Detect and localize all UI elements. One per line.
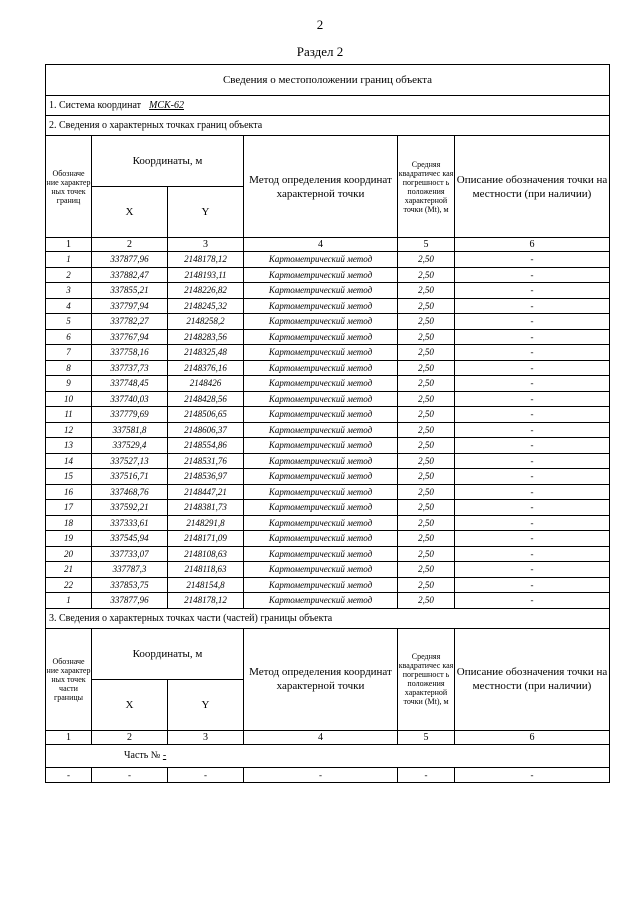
point-id-cell: 8 [46,360,92,376]
y-coord-cell: 2148154,8 [168,577,244,593]
method-cell: Картометрический метод [244,298,398,314]
y-coord-cell: 2148426 [168,376,244,392]
column-number-4: 4 [244,238,398,252]
error-cell: 2,50 [398,360,455,376]
page-number: 2 [316,17,324,32]
point-id-cell: 15 [46,469,92,485]
table-row [46,546,610,562]
y-coord-cell: 2148291,8 [168,515,244,531]
header-part-y: Y [168,679,244,730]
part-y-coord-cell: - [168,767,244,782]
y-coord-cell: 2148108,63 [168,546,244,562]
table-row [46,329,610,345]
part-value: - [162,750,167,761]
y-coord-cell: 2148178,12 [168,252,244,268]
table-row [46,345,610,361]
table-row [46,252,610,268]
x-coord-cell: 337782,27 [92,314,168,330]
header-part-method: Метод определения координат характерной точки [244,628,398,730]
part-method-cell: - [244,767,398,782]
point-id-cell: 11 [46,407,92,423]
x-coord-cell: 337767,94 [92,329,168,345]
x-coord-cell: 337787,3 [92,562,168,578]
description-cell: - [455,484,610,500]
point-id-cell: 13 [46,438,92,454]
point-id-cell: 3 [46,283,92,299]
description-cell: - [455,577,610,593]
x-coord-cell: 337877,96 [92,252,168,268]
error-cell: 2,50 [398,267,455,283]
point-id-cell: 18 [46,515,92,531]
table-row [46,376,610,392]
part-column-number-4: 4 [244,730,398,744]
point-id-cell: 7 [46,345,92,361]
part-column-numbers-row [46,730,610,744]
y-coord-cell: 2148376,16 [168,360,244,376]
error-cell: 2,50 [398,298,455,314]
table-row [46,515,610,531]
header-part-coordinates: Координаты, м [92,628,244,679]
part-x-coord-cell: - [92,767,168,782]
column-numbers-row [46,238,610,252]
table-row [46,298,610,314]
header-method: Метод определения координат характерной точки [244,136,398,238]
part-column-number-2: 2 [92,730,168,744]
table-row [46,438,610,454]
table-row [46,407,610,423]
x-coord-cell: 337592,21 [92,500,168,516]
x-coord-cell: 337581,8 [92,422,168,438]
part-column-number-3: 3 [168,730,244,744]
x-coord-cell: 337527,13 [92,453,168,469]
header-part-x: X [92,679,168,730]
method-cell: Картометрический метод [244,360,398,376]
method-cell: Картометрический метод [244,484,398,500]
error-cell: 2,50 [398,546,455,562]
description-cell: - [455,500,610,516]
method-cell: Картометрический метод [244,391,398,407]
header-coordinates: Координаты, м [92,136,244,187]
x-coord-cell: 337468,76 [92,484,168,500]
header-part-error: Средняя квадратичес кая погрешност ь положения характерной точки (Mt), м [398,628,455,730]
part-error-cell: - [398,767,455,782]
table-row [46,453,610,469]
method-cell: Картометрический метод [244,314,398,330]
part-column-number-5: 5 [398,730,455,744]
x-coord-cell: 337733,07 [92,546,168,562]
y-coord-cell: 2148536,97 [168,469,244,485]
header-error: Средняя квадратичес кая погрешност ь положения характерной точки (Mt), м [398,136,455,238]
description-cell: - [455,345,610,361]
error-cell: 2,50 [398,469,455,485]
column-number-3: 3 [168,238,244,252]
point-id-cell: 19 [46,531,92,547]
column-number-1: 1 [46,238,92,252]
part-column-number-6: 6 [455,730,610,744]
header-point-id: Обозначе ние характер ных точек границ [46,136,92,238]
point-id-cell: 21 [46,562,92,578]
error-cell: 2,50 [398,562,455,578]
description-cell: - [455,329,610,345]
description-cell: - [455,252,610,268]
part-point-id-cell: - [46,767,92,782]
method-cell: Картометрический метод [244,267,398,283]
table-row [46,484,610,500]
error-cell: 2,50 [398,252,455,268]
header-part-description: Описание обозначения точки на местности (при наличии) [455,628,610,730]
header-description: Описание обозначения точки на местности (при наличии) [455,136,610,238]
coordinate-system-value: МСК-62 [149,100,185,111]
method-cell: Картометрический метод [244,453,398,469]
error-cell: 2,50 [398,515,455,531]
y-coord-cell: 2148171,09 [168,531,244,547]
header-y: Y [168,187,244,238]
point-id-cell: 9 [46,376,92,392]
part-label: Часть № [124,750,161,761]
description-cell: - [455,298,610,314]
x-coord-cell: 337737,73 [92,360,168,376]
error-cell: 2,50 [398,407,455,423]
method-cell: Картометрический метод [244,546,398,562]
part-label-row [46,744,610,767]
point-id-cell: 5 [46,314,92,330]
error-cell: 2,50 [398,345,455,361]
x-coord-cell: 337516,71 [92,469,168,485]
x-coord-cell: 337758,16 [92,345,168,361]
error-cell: 2,50 [398,484,455,500]
section2-label: 2. Сведения о характерных точках границ объекта [46,116,610,136]
y-coord-cell: 2148325,48 [168,345,244,361]
table-row [46,314,610,330]
point-id-cell: 6 [46,329,92,345]
table-row [46,267,610,283]
part-description-cell: - [455,767,610,782]
method-cell: Картометрический метод [244,283,398,299]
section-title: Раздел 2 [296,44,344,59]
column-number-2: 2 [92,238,168,252]
header-part-point-id: Обозначе ние характер ных точек части границы [46,628,92,730]
method-cell: Картометрический метод [244,469,398,485]
description-cell: - [455,422,610,438]
y-coord-cell: 2148226,82 [168,283,244,299]
table-row [46,391,610,407]
y-coord-cell: 2148118,63 [168,562,244,578]
y-coord-cell: 2148606,37 [168,422,244,438]
table-row [46,562,610,578]
description-cell: - [455,407,610,423]
description-cell: - [455,515,610,531]
section3-label: 3. Сведения о характерных точках части (частей) границы объекта [46,608,610,628]
error-cell: 2,50 [398,422,455,438]
method-cell: Картометрический метод [244,376,398,392]
description-cell: - [455,283,610,299]
point-id-cell: 4 [46,298,92,314]
column-number-6: 6 [455,238,610,252]
description-cell: - [455,562,610,578]
description-cell: - [455,376,610,392]
coordinate-system-label: 1. Система координат [49,100,142,111]
column-number-5: 5 [398,238,455,252]
point-id-cell: 12 [46,422,92,438]
description-cell: - [455,531,610,547]
x-coord-cell: 337797,94 [92,298,168,314]
method-cell: Картометрический метод [244,500,398,516]
x-coord-cell: 337877,96 [92,593,168,609]
x-coord-cell: 337740,03 [92,391,168,407]
method-cell: Картометрический метод [244,515,398,531]
description-cell: - [455,438,610,454]
description-cell: - [455,360,610,376]
table-row [46,593,610,609]
x-coord-cell: 337853,75 [92,577,168,593]
description-cell: - [455,267,610,283]
point-id-cell: 20 [46,546,92,562]
point-id-cell: 10 [46,391,92,407]
method-cell: Картометрический метод [244,345,398,361]
x-coord-cell: 337748,45 [92,376,168,392]
error-cell: 2,50 [398,531,455,547]
point-id-cell: 17 [46,500,92,516]
point-id-cell: 1 [46,252,92,268]
table-row [46,577,610,593]
point-id-cell: 22 [46,577,92,593]
point-id-cell: 16 [46,484,92,500]
method-cell: Картометрический метод [244,329,398,345]
y-coord-cell: 2148554,86 [168,438,244,454]
error-cell: 2,50 [398,376,455,392]
y-coord-cell: 2148381,73 [168,500,244,516]
error-cell: 2,50 [398,391,455,407]
table-row [46,500,610,516]
method-cell: Картометрический метод [244,577,398,593]
error-cell: 2,50 [398,314,455,330]
x-coord-cell: 337855,21 [92,283,168,299]
point-id-cell: 1 [46,593,92,609]
y-coord-cell: 2148258,2 [168,314,244,330]
y-coord-cell: 2148428,56 [168,391,244,407]
coordinate-system-row [46,96,610,116]
table-row [46,469,610,485]
boundary-table [45,64,610,783]
error-cell: 2,50 [398,593,455,609]
description-cell: - [455,546,610,562]
method-cell: Картометрический метод [244,562,398,578]
y-coord-cell: 2148283,56 [168,329,244,345]
y-coord-cell: 2148245,32 [168,298,244,314]
error-cell: 2,50 [398,577,455,593]
method-cell: Картометрический метод [244,531,398,547]
y-coord-cell: 2148447,21 [168,484,244,500]
description-cell: - [455,314,610,330]
table-row [46,531,610,547]
x-coord-cell: 337545,94 [92,531,168,547]
point-id-cell: 14 [46,453,92,469]
x-coord-cell: 337779,69 [92,407,168,423]
table-row [46,422,610,438]
method-cell: Картометрический метод [244,252,398,268]
y-coord-cell: 2148193,11 [168,267,244,283]
method-cell: Картометрический метод [244,593,398,609]
error-cell: 2,50 [398,500,455,516]
description-cell: - [455,453,610,469]
x-coord-cell: 337529,4 [92,438,168,454]
method-cell: Картометрический метод [244,422,398,438]
y-coord-cell: 2148506,65 [168,407,244,423]
error-cell: 2,50 [398,329,455,345]
table-row [46,283,610,299]
x-coord-cell: 337333,61 [92,515,168,531]
error-cell: 2,50 [398,438,455,454]
description-cell: - [455,593,610,609]
description-cell: - [455,391,610,407]
method-cell: Картометрический метод [244,438,398,454]
x-coord-cell: 337882,47 [92,267,168,283]
y-coord-cell: 2148531,76 [168,453,244,469]
point-id-cell: 2 [46,267,92,283]
part-row [46,767,610,782]
error-cell: 2,50 [398,453,455,469]
error-cell: 2,50 [398,283,455,299]
method-cell: Картометрический метод [244,407,398,423]
table-row [46,360,610,376]
part-column-number-1: 1 [46,730,92,744]
description-cell: - [455,469,610,485]
y-coord-cell: 2148178,12 [168,593,244,609]
table-title: Сведения о местоположении границ объекта [46,65,610,96]
header-x: X [92,187,168,238]
